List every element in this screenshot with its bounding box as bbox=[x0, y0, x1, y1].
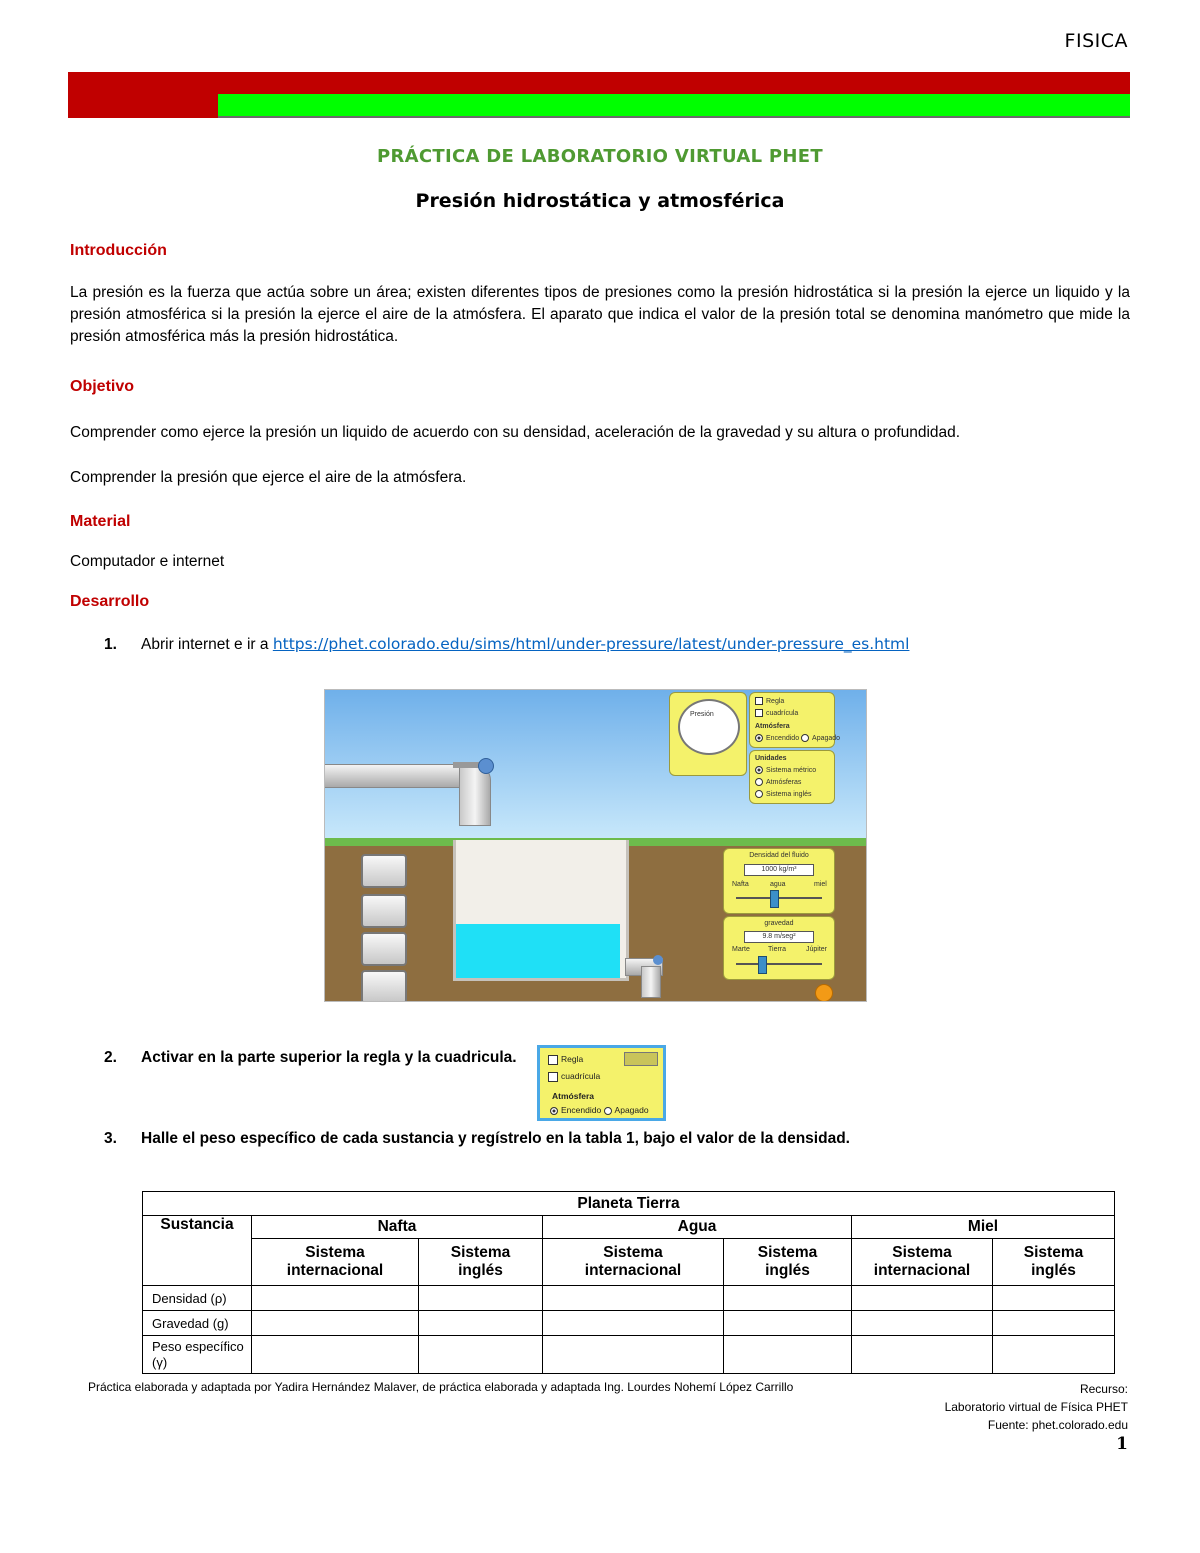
density-max-label: miel bbox=[814, 881, 827, 888]
gravity-mid-label: Tierra bbox=[768, 946, 787, 953]
objective-text-1: Comprender como ejerce la presión un liquido de acuerdo con su densidad, aceleración de la gravedad y su altura o profundidad. bbox=[70, 424, 961, 441]
development-heading: Desarrollo bbox=[70, 593, 150, 610]
header-band-green bbox=[218, 94, 1130, 116]
gravity-value: 9.8 m/seg² bbox=[744, 931, 814, 943]
nafta-en-header: Sistema inglés bbox=[419, 1239, 543, 1286]
density-slider-thumb bbox=[770, 890, 779, 908]
step-3-number: 3. bbox=[104, 1130, 117, 1147]
units-title: Unidades bbox=[755, 755, 787, 762]
table-row bbox=[143, 1311, 1115, 1336]
phet-link[interactable]: https://phet.colorado.edu/sims/html/under-pressure/latest/under-pressure_es.html bbox=[272, 635, 910, 653]
step-1-number: 1. bbox=[104, 636, 117, 653]
grid-checkbox bbox=[755, 709, 763, 717]
atmosphere-label: Atmósfera bbox=[755, 723, 790, 730]
unit-si-radio bbox=[755, 766, 763, 774]
ruler-label: Regla bbox=[766, 697, 785, 705]
mini-atmosphere-label: Atmósfera bbox=[552, 1091, 595, 1101]
document-title: PRÁCTICA DE LABORATORIO VIRTUAL PHET bbox=[377, 146, 823, 167]
intro-text: La presión es la fuerza que actúa sobre un área; existen diferentes tipos de presiones como la presión hidrostática si la presión la ejerce un liquido y la presión atmosférica si la presión la ejerce el aire de la atmósfera. El aparato que indica el valor de la presión total se denomina manómetro que mide la presión atmosférica más la presión hidrostática. bbox=[70, 284, 1130, 345]
density-slider-track bbox=[736, 897, 822, 899]
mini-on-radio bbox=[550, 1107, 558, 1115]
mini-grid-check-icon bbox=[548, 1072, 558, 1082]
mini-grid-label: cuadrícula bbox=[561, 1071, 601, 1081]
mini-ruler-label: Regla bbox=[561, 1054, 584, 1064]
options-panel bbox=[749, 692, 841, 748]
nafta-si-header: Sistema internacional bbox=[252, 1239, 419, 1286]
atm-on-label: Encendido bbox=[766, 734, 800, 742]
unit-en-radio bbox=[755, 790, 763, 798]
scene-button-mystery bbox=[361, 970, 407, 1002]
row-gravity-label: Gravedad (g) bbox=[143, 1311, 252, 1336]
unit-atm-radio bbox=[755, 778, 763, 786]
scene-button-trapezoid bbox=[361, 894, 407, 928]
step-3-text: Halle el peso específico de cada sustancia y regístrelo en la tabla 1, bajo el valor de la densidad. bbox=[141, 1130, 850, 1147]
gravity-slider-track bbox=[736, 963, 822, 965]
atm-on-radio bbox=[755, 734, 763, 742]
step-1-text: Abrir internet e ir a bbox=[141, 636, 273, 653]
step-3 bbox=[104, 1130, 850, 1148]
density-title: Densidad del fluido bbox=[749, 852, 809, 859]
substance-nafta: Nafta bbox=[252, 1216, 543, 1239]
inlet-pipe-elbow bbox=[459, 766, 491, 826]
row-specific-weight-label: Peso específico (γ) bbox=[143, 1336, 252, 1374]
gravity-min-label: Marte bbox=[732, 946, 750, 953]
mini-ruler-icon bbox=[624, 1052, 658, 1066]
objective-text-2: Comprender la presión que ejerce el aire de la atmósfera. bbox=[70, 469, 467, 486]
outlet-valve-knob bbox=[653, 955, 663, 965]
substance-agua: Agua bbox=[543, 1216, 852, 1239]
unit-si-label: Sistema métrico bbox=[766, 766, 817, 774]
objective-heading: Objetivo bbox=[70, 378, 135, 395]
inlet-valve-stem bbox=[453, 762, 481, 768]
data-table bbox=[142, 1191, 1115, 1374]
header-band-underline bbox=[218, 116, 1130, 118]
unit-en-label: Sistema inglés bbox=[766, 790, 812, 798]
substance-miel: Miel bbox=[852, 1216, 1115, 1239]
density-value: 1000 kg/m³ bbox=[744, 864, 814, 876]
scene-button-pool bbox=[361, 854, 407, 888]
ruler-checkbox bbox=[755, 697, 763, 705]
document-subtitle: Presión hidrostática y atmosférica bbox=[415, 190, 785, 212]
scene-button-chamber bbox=[361, 932, 407, 966]
material-heading: Material bbox=[70, 513, 131, 530]
outlet-pipe-drop bbox=[641, 966, 661, 998]
footer-resource-name: Laboratorio virtual de Física PHET bbox=[944, 1400, 1128, 1414]
density-panel bbox=[723, 848, 835, 914]
step-2-number: 2. bbox=[104, 1049, 117, 1066]
phet-simulation-screenshot bbox=[324, 689, 867, 1002]
miel-en-header: Sistema inglés bbox=[993, 1239, 1115, 1286]
footer-resource bbox=[945, 1380, 1128, 1434]
pool-water bbox=[456, 924, 620, 978]
gravity-max-label: Júpiter bbox=[806, 946, 828, 953]
step-2-text: Activar en la parte superior la regla y la cuadricula. bbox=[141, 1049, 517, 1066]
gravity-slider-thumb bbox=[758, 956, 767, 974]
page-number: 1 bbox=[1116, 1434, 1128, 1454]
agua-en-header: Sistema inglés bbox=[724, 1239, 852, 1286]
mini-off-radio bbox=[604, 1107, 612, 1115]
miel-si-header: Sistema internacional bbox=[852, 1239, 993, 1286]
density-mid-label: agua bbox=[770, 881, 786, 888]
gauge-label: Presión bbox=[690, 711, 714, 718]
intro-heading: Introducción bbox=[70, 242, 167, 259]
agua-si-header: Sistema internacional bbox=[543, 1239, 724, 1286]
header-label: FISICA bbox=[1064, 30, 1128, 52]
table-title: Planeta Tierra bbox=[143, 1192, 1115, 1216]
atm-off-radio bbox=[801, 734, 809, 742]
material-text: Computador e internet bbox=[70, 553, 225, 570]
grid-label: cuadrícula bbox=[766, 709, 799, 717]
footer-resource-label: Recurso: bbox=[1079, 1382, 1128, 1396]
density-min-label: Nafta bbox=[732, 881, 749, 888]
footer-credits: Práctica elaborada y adaptada por Yadira Hernández Malaver, de práctica elaborada y adaptada Ing. Lourdes Nohemí López Carrillo bbox=[88, 1380, 794, 1394]
row-density-label: Densidad (ρ) bbox=[143, 1286, 252, 1311]
ruler-grid-panel-screenshot bbox=[537, 1045, 666, 1121]
atm-off-label: Apagado bbox=[812, 734, 841, 742]
footer-source: Fuente: phet.colorado.edu bbox=[987, 1418, 1128, 1432]
table-row bbox=[143, 1286, 1115, 1311]
pressure-gauge-icon bbox=[678, 699, 740, 755]
units-panel bbox=[749, 750, 835, 804]
inlet-valve-knob bbox=[478, 758, 494, 774]
mini-ruler-check-icon bbox=[548, 1055, 558, 1065]
mini-off-label: Apagado bbox=[614, 1105, 649, 1115]
pressure-gauge-panel bbox=[669, 692, 747, 776]
gravity-title: gravedad bbox=[764, 920, 794, 927]
mini-on-label: Encendido bbox=[561, 1105, 602, 1115]
reset-icon bbox=[815, 984, 833, 1002]
step-1 bbox=[104, 635, 909, 654]
unit-atm-label: Atmósferas bbox=[766, 778, 802, 786]
col-substance: Sustancia bbox=[143, 1216, 252, 1286]
step-2 bbox=[104, 1049, 517, 1067]
gravity-panel bbox=[723, 916, 835, 980]
table-row bbox=[143, 1336, 1115, 1374]
